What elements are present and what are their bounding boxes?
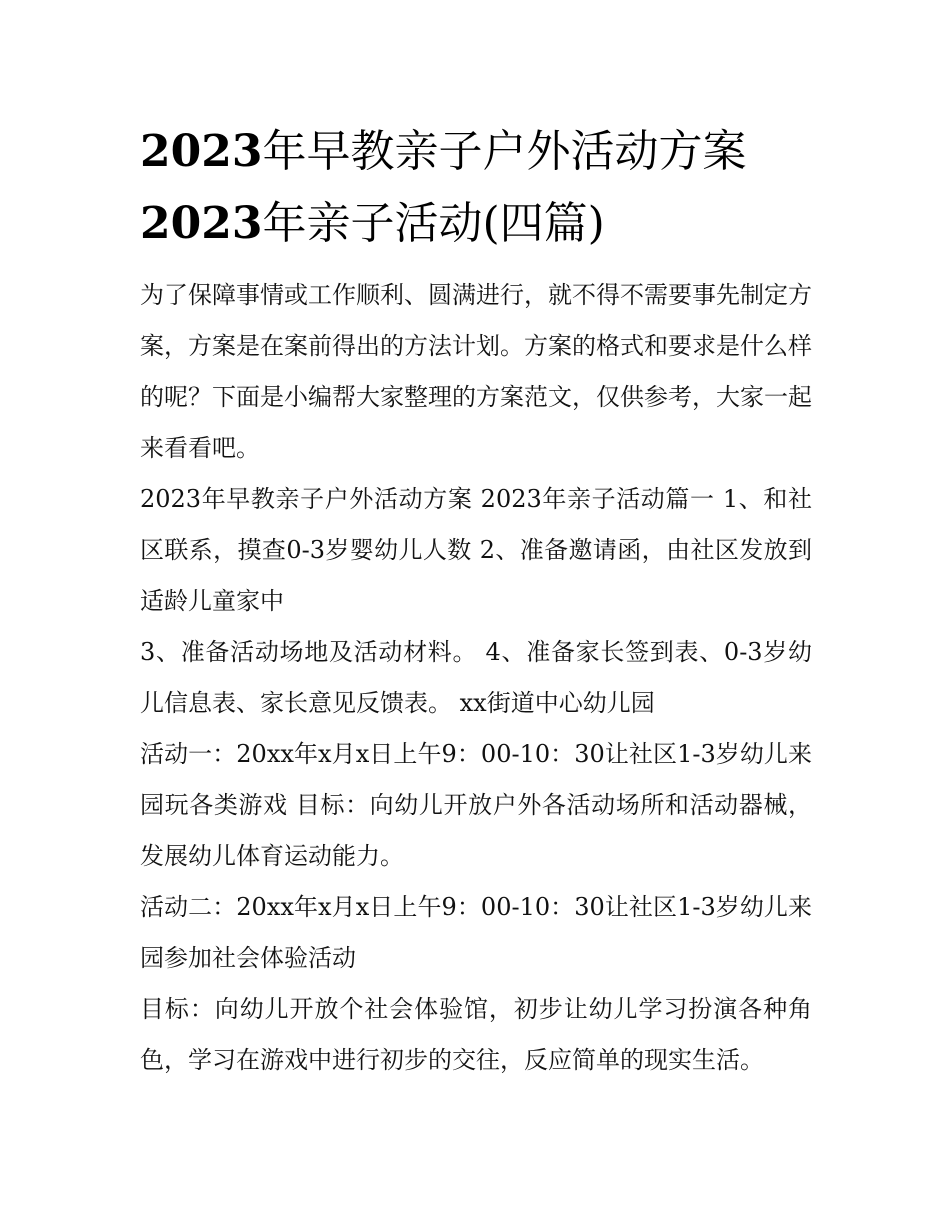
title-line-1 — [140, 116, 812, 188]
title-text-2: 年亲子活动(四篇) — [262, 198, 605, 249]
paragraph-activity-2: 活动二：20xx年x月x日上午9：00-10：30让社区1-3岁幼儿来园参加社会体验活动 — [140, 893, 812, 972]
paragraph-intro: 为了保障事情或工作顺利、圆满进行，就不得不需要事先制定方案，方案是在案前得出的方法计划。方案的格式和要求是什么样的呢？下面是小编帮大家整理的方案范文，仅供参考，大家一起来看看吧。 — [140, 281, 812, 462]
title-line-2 — [140, 188, 812, 260]
paragraph-activity-1: 活动一：20xx年x月x日上午9：00-10：30让社区1-3岁幼儿来园玩各类游戏 目标：向幼儿开放户外各活动场所和活动器械，发展幼儿体育运动能力。 — [140, 740, 812, 870]
paragraph-preparation-2: 3、准备活动场地及活动材料。 4、准备家长签到表、0-3岁幼儿信息表、家长意见反馈表。 xx街道中心幼儿园 — [140, 638, 812, 717]
title-year-2: 2023 — [140, 198, 263, 249]
paragraph-preparation-1: 2023年早教亲子户外活动方案 2023年亲子活动篇一 1、和社区联系，摸查0-3岁婴幼儿人数 2、准备邀请函，由社区发放到适龄儿童家中 — [140, 485, 812, 615]
document-title — [140, 116, 812, 260]
document-body — [140, 270, 812, 1086]
title-text-1: 年早教亲子户外活动方案 — [262, 126, 747, 177]
paragraph-activity-2-goal: 目标：向幼儿开放个社会体验馆，初步让幼儿学习扮演各种角色，学习在游戏中进行初步的交往，反应简单的现实生活。 — [140, 995, 812, 1074]
document-page — [140, 116, 812, 1086]
title-year-1: 2023 — [140, 126, 263, 177]
